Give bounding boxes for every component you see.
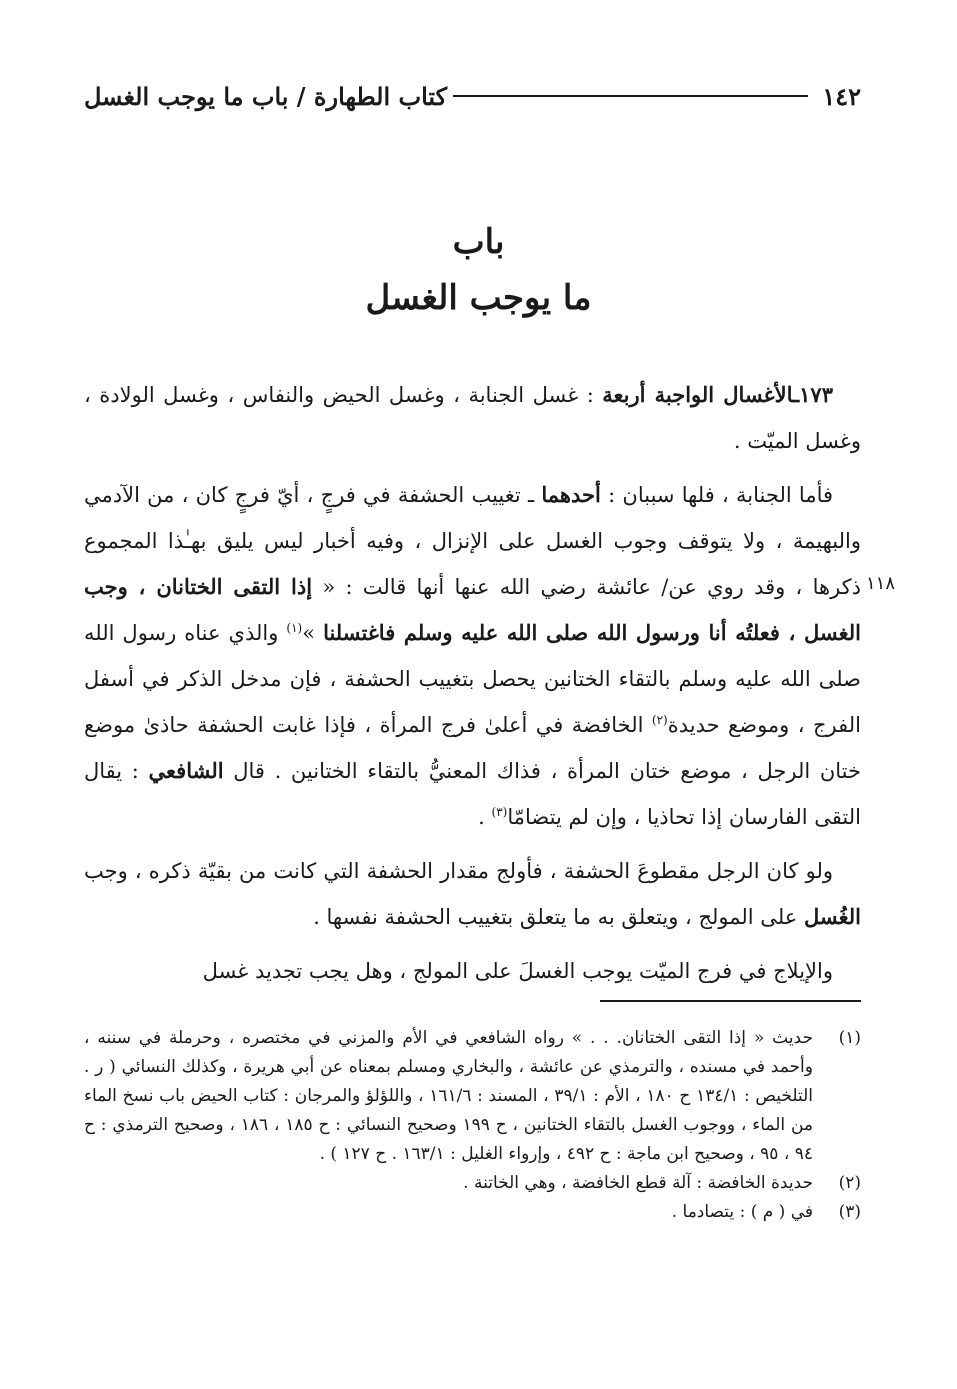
paragraph-lead: الأغسال الواجبة أربعة <box>602 382 793 407</box>
footnote <box>84 1198 861 1227</box>
running-title: كتاب الطهارة / باب ما يوجب الغسل <box>84 81 448 111</box>
footnote-ref-1: (١) <box>286 621 303 635</box>
paragraph-text: ولو كان الرجل مقطوعَ الحشفة ، فأولج مقدار الحشفة التي كانت من بقيّة ذكره ، وجب <box>84 859 833 883</box>
paragraph-text: . <box>478 805 485 829</box>
paragraph-text: الخافضة في أعلىٰ فرج المرأة ، فإذا غابت الحشفة حاذىٰ موضع ختان الرجل ، موضع ختان المرأة ، فذاك المعنيُّ بالتقاء الختانين . قال <box>84 713 861 783</box>
paragraph-173 <box>84 372 861 464</box>
paragraph-janaba <box>84 472 861 840</box>
paragraph-severed <box>84 848 861 940</box>
bold-term: الغُسل <box>803 904 861 929</box>
footnote-text: حديدة الخافضة : آلة قطع الخافضة ، وهي الخاتنة . <box>463 1173 813 1193</box>
footnote-number: (٢) <box>838 1173 861 1193</box>
chapter-title: ما يوجب الغسل <box>365 278 592 318</box>
page-number: ١٤٢ <box>822 81 861 111</box>
paragraph-ilaj <box>84 948 861 994</box>
footnote <box>84 1024 861 1169</box>
hadith-quote: إذا التقى الختانان ، وجب الغسل ، فعلتُه أنا ورسول الله صلى الله عليه وسلم فاغتسلنا <box>84 574 861 645</box>
quote-close: » <box>302 621 316 645</box>
footnote-text: في ( م ) : يتصادما . <box>671 1202 813 1222</box>
paragraph-text: : يقال التقى الفارسان إذا تحاذيا ، وإن لم يتضامّا <box>84 759 861 829</box>
paragraph-text: : غسل الجنابة ، وغسل الحيض والنفاس ، وغسل الولادة ، وغسل الميّت . <box>84 383 861 453</box>
footnote <box>84 1169 861 1198</box>
bold-term: الشافعي <box>148 758 224 783</box>
footnote-ref-3: (٣) <box>491 805 508 819</box>
main-text <box>84 372 861 1002</box>
paragraph-number: ١٧٣ـ <box>793 382 833 407</box>
margin-page-reference: ١١٨ <box>866 573 896 594</box>
paragraph-text: والإيلاج في فرج الميّت يوجب الغسلَ على المولج ، وهل يجب تجديد غسل <box>202 959 833 983</box>
paragraph-text: فأما الجنابة ، فلها سببان : <box>608 483 834 507</box>
footnote-number: (٣) <box>838 1202 861 1222</box>
footnote-ref-2: (٢) <box>651 713 668 727</box>
paragraph-text: والذي عناه رسول الله صلى الله عليه وسلم بالتقاء الختانين يحصل بتغييب الحشفة ، فإن مدخل الذكر في أسفل الفرج ، وموضع حديدة <box>84 621 861 737</box>
footnotes <box>84 1024 861 1227</box>
paragraph-text: على المولج ، ويتعلق به ما يتعلق بتغييب الحشفة نفسها . <box>313 905 798 929</box>
header-rule <box>453 95 808 97</box>
footnote-text: حديث « إذا التقى الختانان. . . » رواه الشافعي في الأم والمزني في مختصره ، وحرملة في سننه ، وأحمد في مسنده ، والترمذي عن عائشة ، والبخاري ومسلم بمعناه عن أبي هريرة ، وكذلك النسائي ( ر . التلخيص : ١٣٤/١ ح ١٨٠ ، الأم : ٣٩/١ ، المسند : ١٦١/٦ ، واللؤلؤ والمرجان : كتاب الحيض باب نسخ الماء من الماء ، ووجوب الغسل بالتقاء الختانين ، ح ١٩٩ وصحيح النسائي : ح ١٨٥ ، ١٨٦ ، وصحيح الترمذي : ح ٩٤ ، ٩٥ ، وصحيح ابن ماجة : ح ٤٩٢ ، وإرواء الغليل : ١٦٣/١ . ح ١٢٧ ) . <box>84 1028 813 1164</box>
bold-term: أحدهما <box>541 482 601 507</box>
footnote-rule <box>600 1000 861 1002</box>
chapter-kind: باب <box>452 222 505 262</box>
paragraph-text: ـ تغييب الحشفة في فرجٍ ، أيّ فرجٍ كان ، من الآدمي والبهيمة ، ولا يتوقف وجوب الغسل على الإنزال ، وفيه أخبار ليس يليق بهـٰذا المجموع ذكرها ، وقد روي عن/ عائشة رضي الله عنها أنها قالت : « <box>84 483 862 599</box>
running-header <box>84 78 861 114</box>
footnote-number: (١) <box>838 1028 861 1048</box>
